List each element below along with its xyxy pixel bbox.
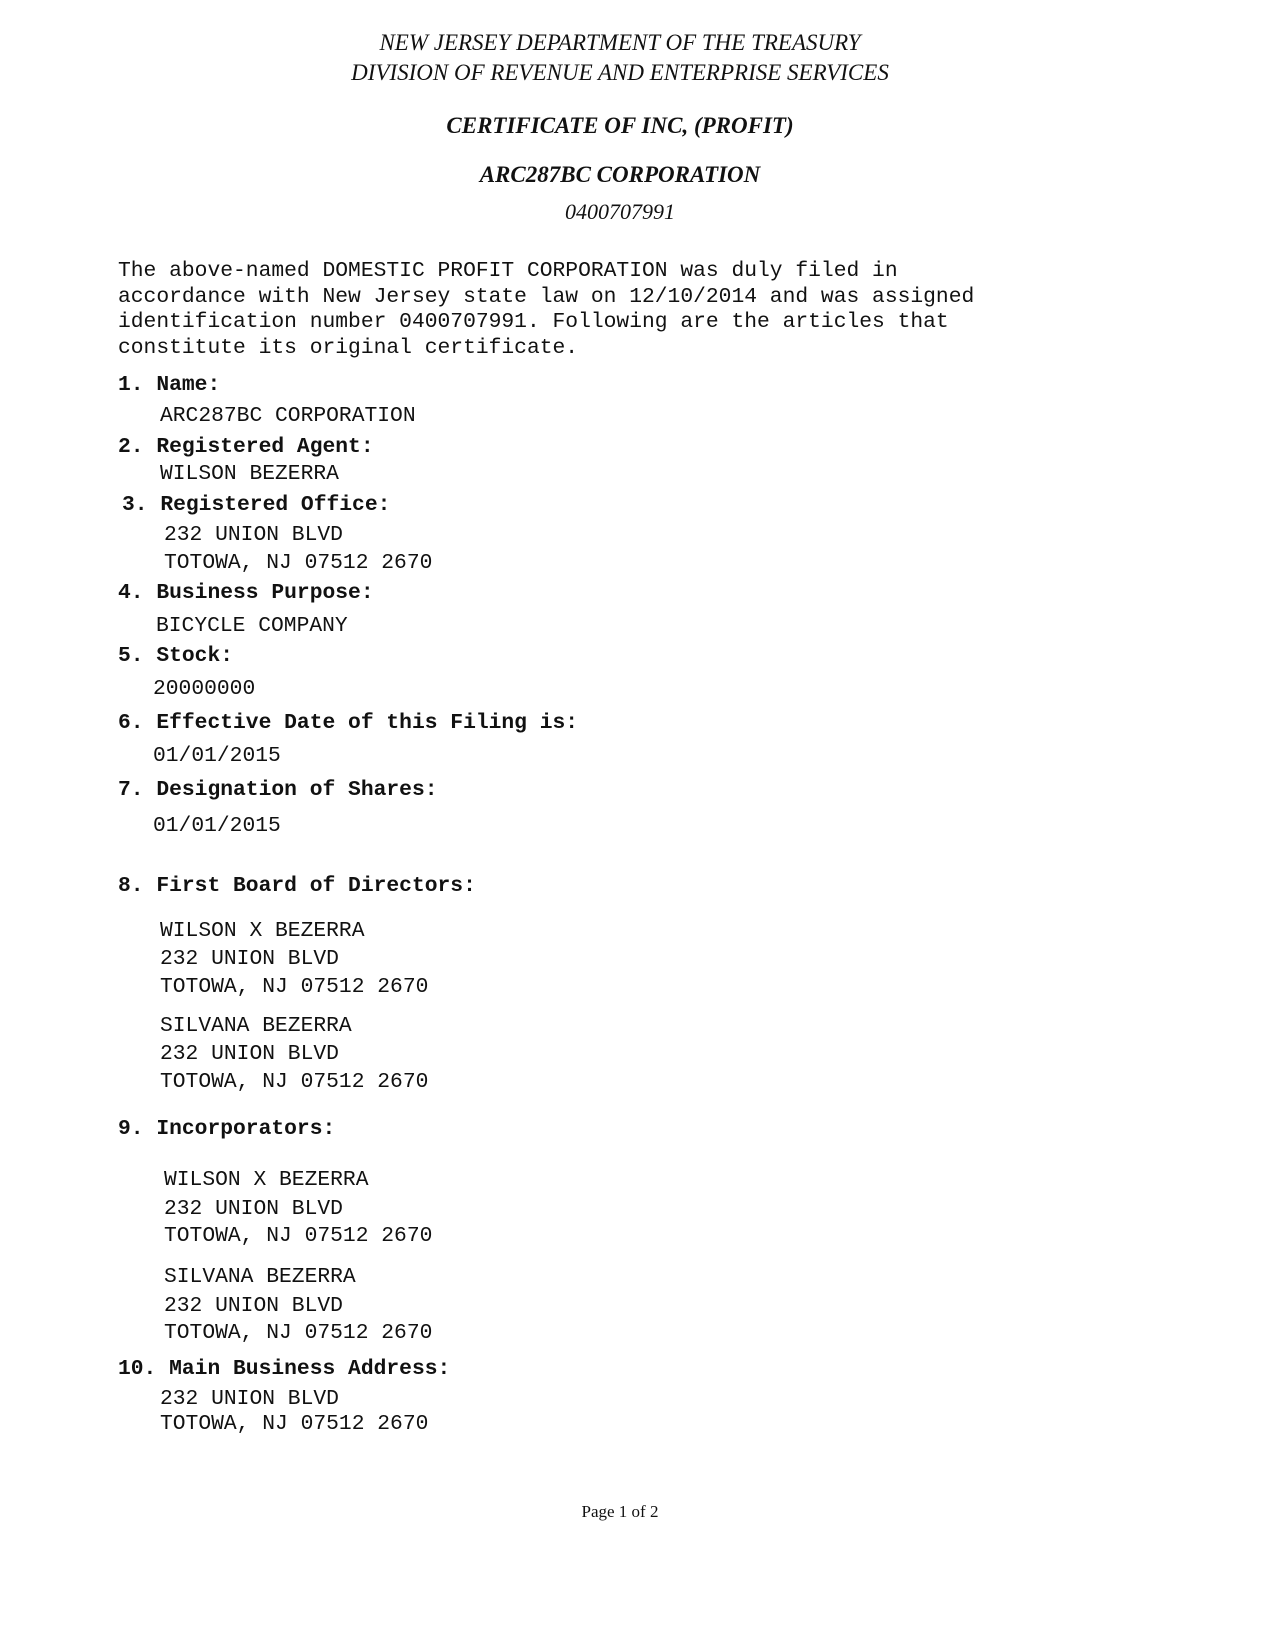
certificate-title: CERTIFICATE OF INC, (PROFIT) [446,113,794,138]
article-10-line2: TOTOWA, NJ 07512 2670 [160,1412,429,1436]
article-7-heading: 7. Designation of Shares: [118,778,438,802]
article-1-value: ARC287BC CORPORATION [160,404,416,428]
intro-paragraph: The above-named DOMESTIC PROFIT CORPORATION was duly filed in accordance with New Jersey state law on 12/10/2014 and was assigned identification number 0400707991. Following are the articles that constitute its original certificate. [118,259,975,360]
article-1-heading: 1. Name: [118,373,221,397]
incorporator-2-name: SILVANA BEZERRA [164,1265,356,1289]
article-3-line1: 232 UNION BLVD [164,523,343,547]
incorporator-1-name: WILSON X BEZERRA [164,1168,369,1192]
director-1-name: WILSON X BEZERRA [160,919,365,943]
article-6-value: 01/01/2015 [153,744,281,768]
incorporator-1-line1: 232 UNION BLVD [164,1197,343,1221]
article-9-heading: 9. Incorporators: [118,1117,336,1141]
article-3-heading: 3. Registered Office: [122,493,391,517]
article-3-line2: TOTOWA, NJ 07512 2670 [164,551,433,575]
article-4-heading: 4. Business Purpose: [118,581,374,605]
incorporator-2-line2: TOTOWA, NJ 07512 2670 [164,1321,433,1345]
article-6-heading: 6. Effective Date of this Filing is: [118,711,579,735]
corporation-name-title: ARC287BC CORPORATION [479,162,761,187]
article-2-heading: 2. Registered Agent: [118,435,374,459]
director-1-line1: 232 UNION BLVD [160,947,339,971]
article-5-value: 20000000 [153,677,256,701]
article-8-heading: 8. First Board of Directors: [118,874,476,898]
article-7-value: 01/01/2015 [153,814,281,838]
article-2-value: WILSON BEZERRA [160,462,339,486]
incorporator-2-line1: 232 UNION BLVD [164,1294,343,1318]
director-2-line1: 232 UNION BLVD [160,1042,339,1066]
page-number: Page 1 of 2 [581,1502,659,1521]
article-10-line1: 232 UNION BLVD [160,1387,339,1411]
director-1-line2: TOTOWA, NJ 07512 2670 [160,975,429,999]
incorporator-1-line2: TOTOWA, NJ 07512 2670 [164,1224,433,1248]
division-title: DIVISION OF REVENUE AND ENTERPRISE SERVICES [351,60,889,85]
director-2-line2: TOTOWA, NJ 07512 2670 [160,1070,429,1094]
department-title: NEW JERSEY DEPARTMENT OF THE TREASURY [379,30,861,55]
article-10-heading: 10. Main Business Address: [118,1357,451,1381]
corporation-id: 0400707991 [565,199,675,224]
director-2-name: SILVANA BEZERRA [160,1014,352,1038]
article-4-value: BICYCLE COMPANY [156,614,348,638]
article-5-heading: 5. Stock: [118,644,234,668]
